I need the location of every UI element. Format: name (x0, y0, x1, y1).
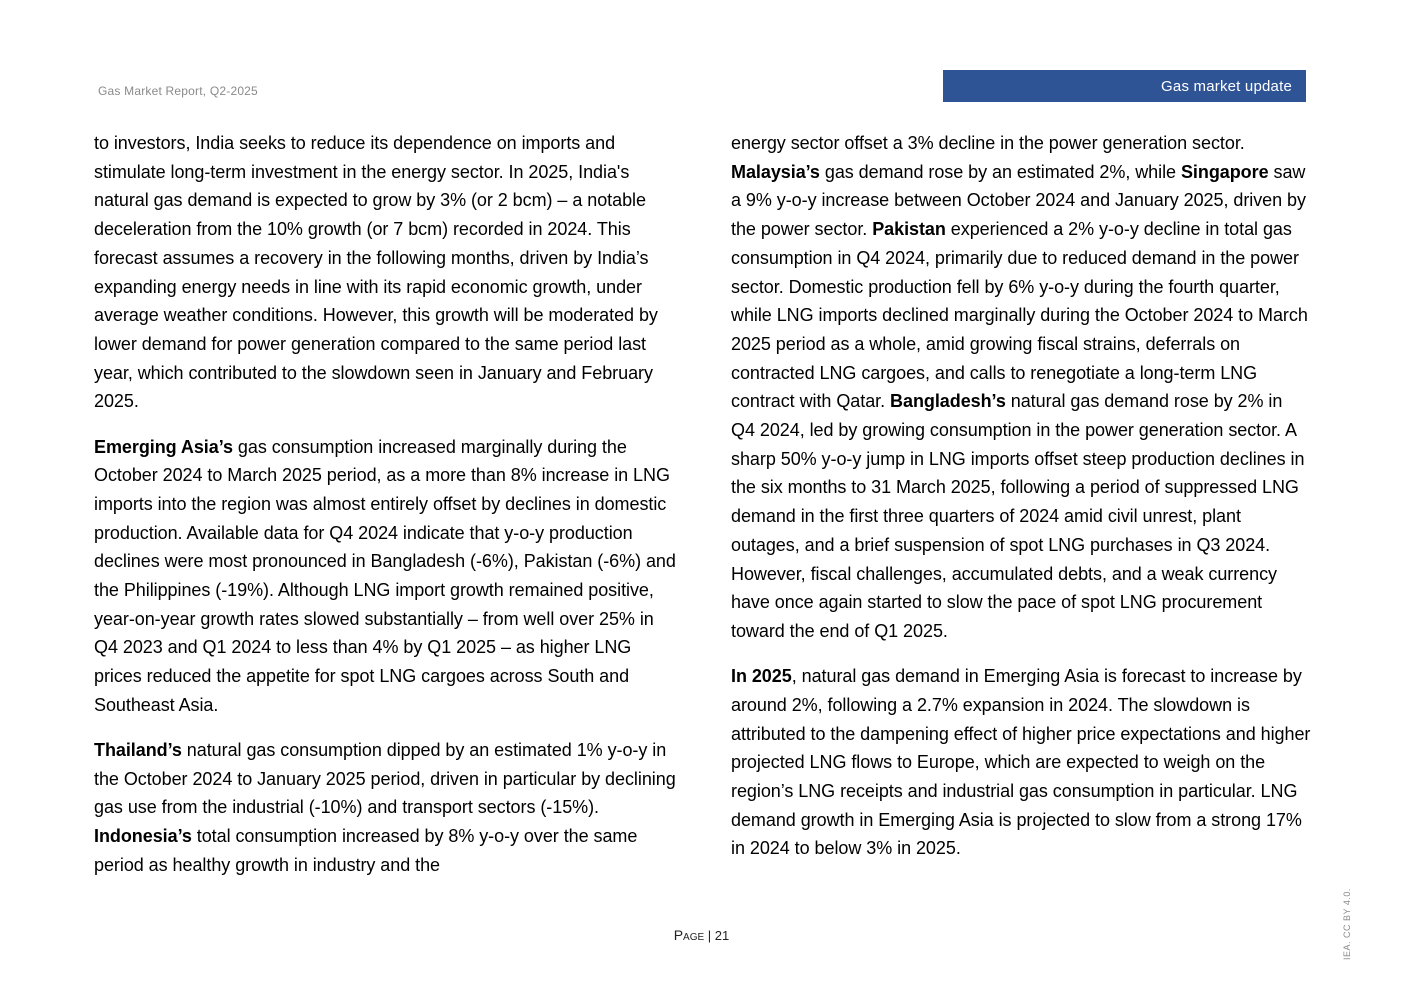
page-number: 21 (714, 928, 730, 943)
page-footer (0, 927, 1403, 943)
section-label: Gas market update (1161, 77, 1292, 95)
paragraph-text: energy sector offset a 3% decline in the power generation sector. (731, 133, 1245, 153)
bold-term: Bangladesh’s (890, 391, 1006, 412)
paragraph-text: , natural gas demand in Emerging Asia is forecast to increase by around 2%, following a 2.7% expansion in 2024. The slowdown is attributed to the dampening effect of higher price expectations and higher projected LNG flows to Europe, which are expected to weigh on the region’s LNG receipts and industrial gas consumption in particular. LNG demand growth in Emerging Asia is projected to slow from a strong 17% in 2024 to below 3% in 2025. (731, 666, 1311, 859)
bold-lead: In 2025 (731, 666, 792, 687)
paragraph-text: saw a 9% y-o-y increase between October 2024 and January 2025, driven by the power sector. (731, 161, 1306, 240)
paragraph-forecast-2025 (731, 662, 1311, 863)
paragraph-text: natural gas demand rose by 2% in Q4 2024, led by growing consumption in the power generation sector. A sharp 50% y-o-y jump in LNG imports offset steep production declines in the six months to 31 March 2025, following a period of suppressed LNG demand in the first three quarters of 2024 amid civil unrest, plant outages, and a brief suspension of spot LNG purchases in Q3 2024. However, fiscal challenges, accumulated debts, and a weak currency have once again started to slow the pace of spot LNG procurement toward the end of Q1 2025. (731, 391, 1305, 641)
paragraph-emerging-asia (94, 433, 676, 720)
bold-term: Indonesia’s (94, 826, 192, 847)
paragraph-india: to investors, India seeks to reduce its dependence on imports and stimulate long-term investment in the energy sector. In 2025, India's natural gas demand is expected to grow by 3% (or 2 bcm) – a notable deceleration from the 10% growth (or 7 bcm) recorded in 2024. This forecast assumes a recovery in the following months, driven by India’s expanding energy needs in line with its rapid economic growth, under average weather conditions. However, this growth will be moderated by lower demand for power generation compared to the same period last year, which contributed to the slowdown seen in January and February 2025. (94, 133, 658, 412)
bold-lead: Emerging Asia’s (94, 436, 233, 457)
paragraph-thailand-indonesia (94, 736, 676, 880)
report-title: Gas Market Report, Q2-2025 (98, 84, 258, 98)
section-banner (943, 70, 1306, 102)
bold-term: Pakistan (872, 219, 946, 240)
bold-term: Malaysia’s (731, 161, 820, 182)
paragraph-text: gas consumption increased marginally during the October 2024 to March 2025 period, as a more than 8% increase in LNG imports into the region was almost entirely offset by declines in domestic production. Available data for Q4 2024 indicate that y-o-y production declines were most pronounced in Bangladesh (-6%), Pakistan (-6%) and the Philippines (-19%). Although LNG import growth remained positive, year-on-year growth rates slowed substantially – from well over 25% in Q4 2023 and Q1 2024 to less than 4% by Q1 2025 – as higher LNG prices reduced the appetite for spot LNG cargoes across South and Southeast Asia. (94, 436, 676, 715)
paragraph-malaysia-pakistan-bangladesh (731, 129, 1311, 646)
license-note: IEA. CC BY 4.0. (1342, 888, 1352, 960)
right-column (731, 129, 1311, 880)
paragraph-text: total consumption increased by 8% y-o-y over the same period as healthy growth in industry and the (94, 826, 638, 875)
paragraph-text: gas demand rose by an estimated 2%, while (819, 161, 1181, 182)
bold-lead: Thailand’s (94, 740, 182, 761)
page-label: Page (673, 927, 705, 943)
paragraph-text: experienced a 2% y-o-y decline in total gas consumption in Q4 2024, primarily due to reduced demand in the power sector. Domestic production fell by 6% y-o-y during the fourth quarter, while LNG imports declined marginally during the October 2024 to March 2025 period as a whole, amid growing fiscal strains, deferrals on contracted LNG cargoes, and calls to renegotiate a long-term LNG contract with Qatar. (731, 219, 1308, 412)
paragraph-text: natural gas consumption dipped by an estimated 1% y-o-y in the October 2024 to January 2025 period, driven in particular by declining gas use from the industrial (-10%) and transport sectors (-15%). (94, 740, 676, 818)
bold-term: Singapore (1180, 161, 1269, 182)
left-column (94, 129, 676, 896)
page-separator: | (704, 928, 715, 943)
